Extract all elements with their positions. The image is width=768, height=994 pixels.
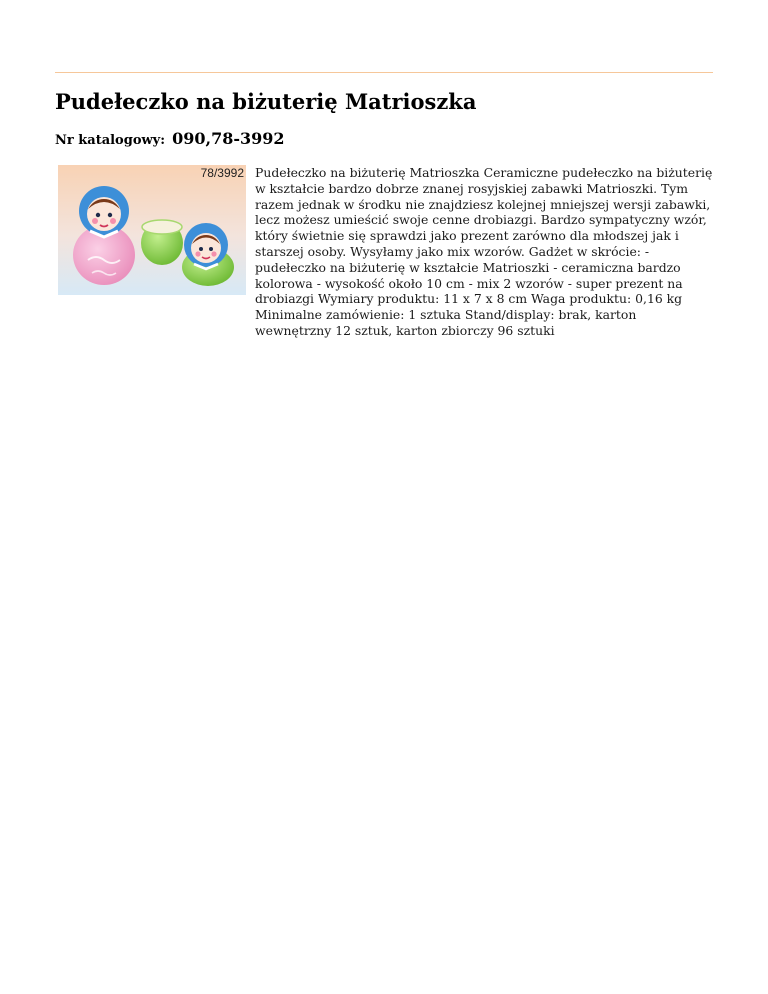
product-title: Pudełeczko na biżuterię Matrioszka (55, 89, 477, 114)
catalog-number-label: Nr katalogowy: (55, 133, 166, 148)
catalog-number-value: 090,78-3992 (172, 129, 285, 148)
product-description: Pudełeczko na biżuterię Matrioszka Ceramiczne pudełeczko na biżuterię w kształcie bardzo dobrze znanej rosyjskiej zabawki Matrioszki. Tym razem jednak w środku nie znajdziesz kolejnej mniejszej wersji zabawki, lecz możesz umieścić swoje cenne drobiazgi. Bardzo sympatyczny wzór, który świetnie się sprawdzi jako prezent zarówno dla młodszej jak i starszej osoby. Wysyłamy jako mix wzorów. Gadżet w skrócie: - pudełeczko na biżuterię w kształcie Matrioszki - ceramiczna bardzo kolorowa - wysokość około 10 cm - mix 2 wzorów - super prezent na drobiazgi Wymiary produktu: 11 x 7 x 8 cm Waga produktu: 0,16 kg Minimalne zamówienie: 1 sztuka Stand/display: brak, karton wewnętrzny 12 sztuk, karton zbiorczy 96 sztuki (255, 165, 713, 338)
image-caption: 78/3992 (200, 166, 244, 180)
header-divider (55, 72, 713, 73)
catalog-number-row (55, 129, 285, 148)
product-image (58, 165, 246, 295)
matryoshka-box-illustration (58, 165, 246, 295)
